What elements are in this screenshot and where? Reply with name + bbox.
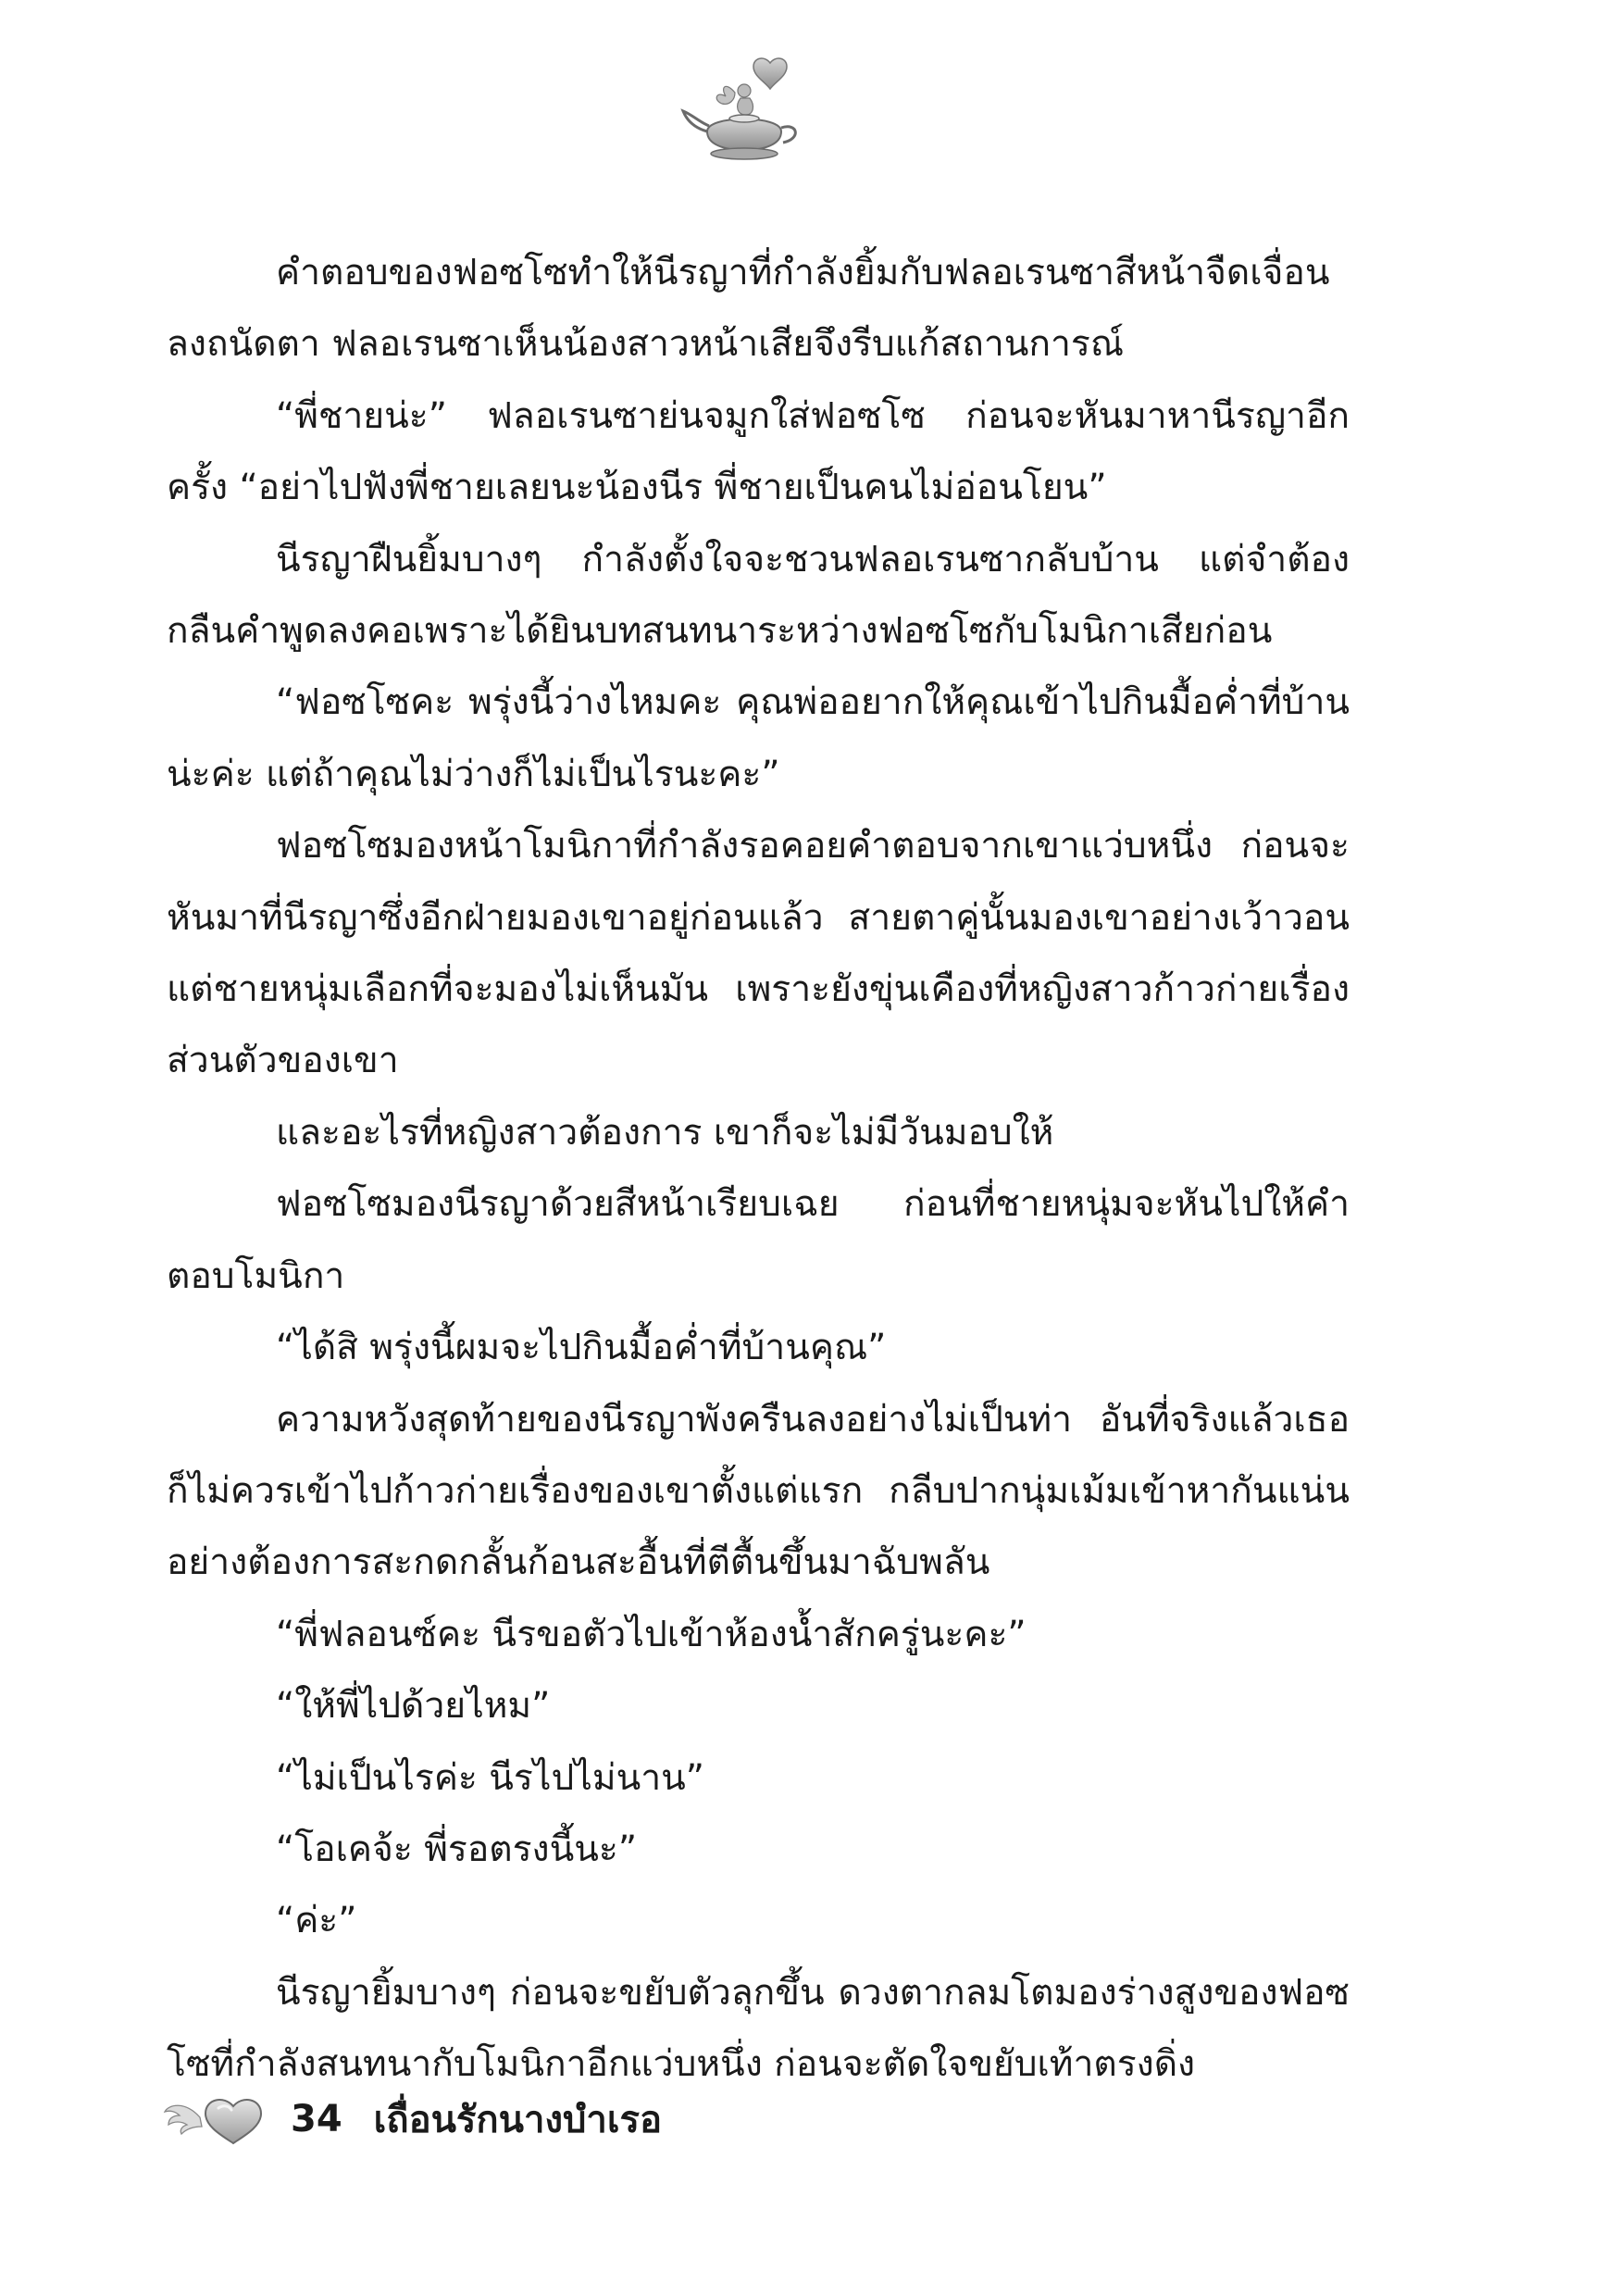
paragraph: ความหวังสุดท้ายของนีรญาพังครืนลงอย่างไม่เป็นท่า อันที่จริงแล้วเธอก็ไม่ควรเข้าไปก้าวก่ายเรื่องของเขาตั้งแต่แรก กลีบปากนุ่มเม้มเข้าหากันแน่นอย่างต้องการสะกดกลั้นก้อนสะอื้นที่ตีตื้นขึ้นมาฉับพลัน xyxy=(167,1398,1350,1584)
paragraph: “พี่ชายน่ะ” ฟลอเรนซาย่นจมูกใส่ฟอซโซ ก่อนจะหันมาหานีรญาอีกครั้ง “อย่าไปฟังพี่ชายเลยนะน้องนีร พี่ชายเป็นคนไม่อ่อนโยน” xyxy=(167,394,1350,509)
paragraph: “ค่ะ” xyxy=(276,1900,357,1942)
paragraph: “ได้สิ พรุ่งนี้ผมจะไปกินมื้อค่ำที่บ้านคุณ” xyxy=(276,1327,887,1369)
paragraph: “ฟอซโซคะ พรุ่งนี้ว่างไหมคะ คุณพ่ออยากให้คุณเข้าไปกินมื้อค่ำที่บ้านน่ะค่ะ แต่ถ้าคุณไม่ว่างก็ไม่เป็นไรนะคะ” xyxy=(167,681,1350,795)
winged-heart-icon xyxy=(163,2093,274,2145)
paragraph: ฟอซโซมองหน้าโมนิกาที่กำลังรอคอยคำตอบจากเขาแว่บหนึ่ง ก่อนจะหันมาที่นีรญาซึ่งอีกฝ่ายมองเขาอยู่ก่อนแล้ว สายตาคู่นั้นมองเขาอย่างเว้าวอน แต่ชายหนุ่มเลือกที่จะมองไม่เห็นมัน เพราะยังขุ่นเคืองที่หญิงสาวก้าวก่ายเรื่องส่วนตัวของเขา xyxy=(167,825,1350,1082)
paragraph: “ให้พี่ไปด้วยไหม” xyxy=(276,1685,551,1728)
paragraph: นีรญายิ้มบางๆ ก่อนจะขยับตัวลุกขึ้น ดวงตากลมโตมองร่างสูงของฟอซโซที่กำลังสนทนากับโมนิกาอีกแว่บหนึ่ง ก่อนจะตัดใจขยับเท้าตรงดิ่ง xyxy=(167,1971,1350,2086)
page-footer xyxy=(163,2087,662,2152)
paragraph: นีรญาฝืนยิ้มบางๆ กำลังตั้งใจจะชวนฟลอเรนซากลับบ้าน แต่จำต้องกลืนคำพูดลงคอเพราะได้ยินบทสนทนาระหว่างฟอซโซกับโมนิกาเสียก่อน xyxy=(167,538,1350,653)
paragraph: “ไม่เป็นไรค่ะ นีรไปไม่นาน” xyxy=(276,1756,704,1799)
paragraph: ฟอซโซมองนีรญาด้วยสีหน้าเรียบเฉย ก่อนที่ชายหนุ่มจะหันไปให้คำตอบโมนิกา xyxy=(167,1183,1350,1297)
paragraph: และอะไรที่หญิงสาวต้องการ เขาก็จะไม่มีวันมอบให้ xyxy=(276,1111,1054,1154)
paragraph: คำตอบของฟอซโซทำให้นีรญาที่กำลังยิ้มกับฟลอเรนซาสีหน้าจืดเจื่อนลงถนัดตา ฟลอเรนซาเห็นน้องสาวหน้าเสียจึงรีบแก้สถานการณ์ xyxy=(167,252,1330,366)
page-number: 34 xyxy=(291,2098,342,2140)
body-text xyxy=(167,237,1350,2101)
book-title: เถื่อนรักนางบำเรอ xyxy=(373,2099,662,2141)
teapot-cupid-icon xyxy=(679,54,809,163)
paragraph: “พี่ฟลอนซ์คะ นีรขอตัวไปเข้าห้องน้ำสักครู่นะคะ” xyxy=(276,1613,1027,1655)
paragraph: “โอเคจ้ะ พี่รอตรงนี้นะ” xyxy=(276,1828,638,1870)
